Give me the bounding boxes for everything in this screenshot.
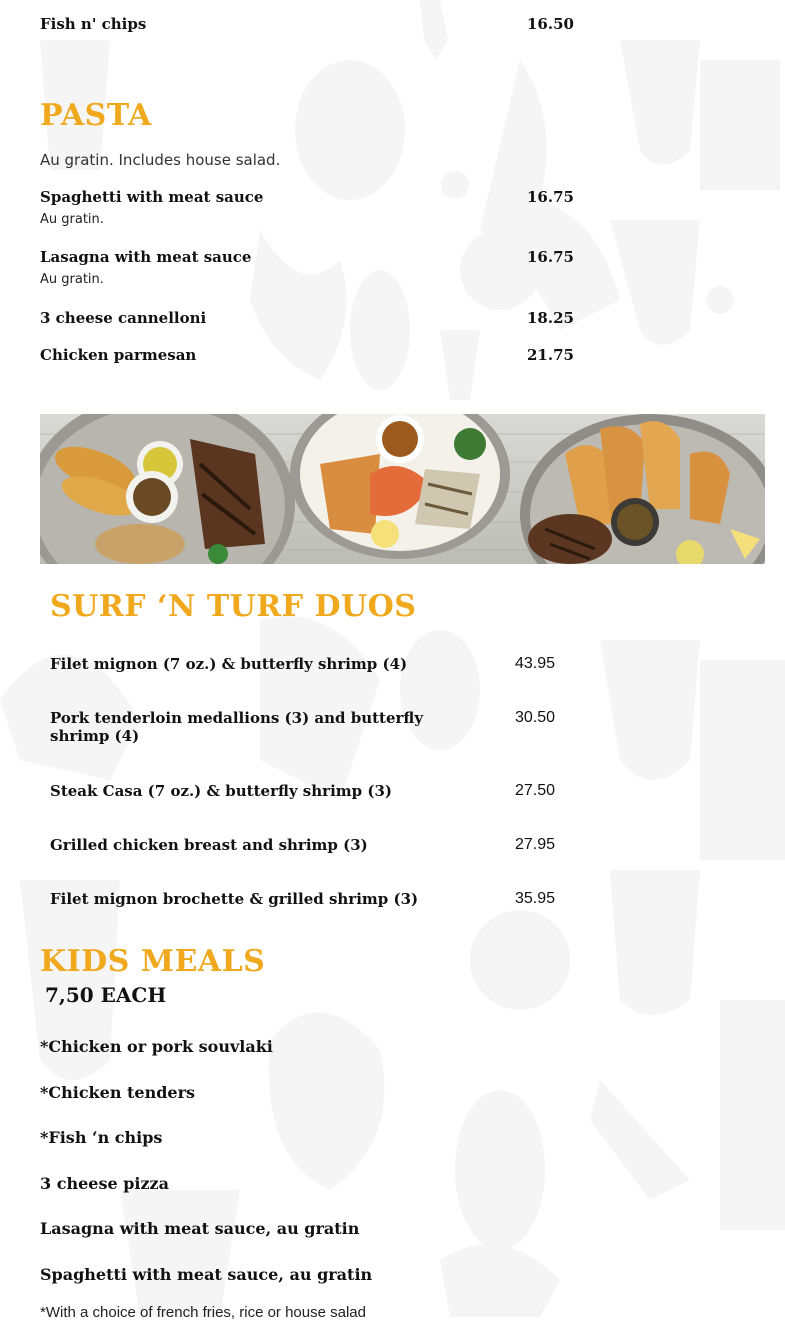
kids-meal-item: *Chicken or pork souvlaki [40,1037,273,1056]
kids-meals-footnote: *With a choice of french fries, rice or house salad [40,1304,366,1321]
kids-meal-item: 3 cheese pizza [40,1174,169,1193]
pasta-item-note: Au gratin. [40,272,104,287]
surf-turf-item-name: Grilled chicken breast and shrimp (3) [50,836,368,854]
surf-turf-item-price: 27.95 [515,836,556,853]
surf-turf-item-price: 27.50 [515,782,556,799]
top-item-price: 16.50 [527,15,574,33]
pasta-item-note: Au gratin. [40,212,104,227]
surf-turf-item-name: Steak Casa (7 oz.) & butterfly shrimp (3) [50,782,392,800]
pasta-heading: PASTA [40,98,152,133]
pasta-item-price: 16.75 [527,248,574,266]
pasta-item-name: Chicken parmesan [40,346,197,364]
pasta-item-price: 16.75 [527,188,574,206]
surf-turf-item-price: 35.95 [515,890,556,907]
top-item-name: Fish n' chips [40,15,147,33]
surf-turf-heading: SURF ‘N TURF DUOS [50,589,417,624]
surf-turf-item-name: Pork tenderloin medallions (3) and butterfly shrimp (4) [50,709,424,745]
kids-meal-item: *Fish ‘n chips [40,1128,163,1147]
kids-meal-item: *Chicken tenders [40,1083,196,1102]
pasta-description: Au gratin. Includes house salad. [40,151,281,169]
pasta-item-price: 21.75 [527,346,574,364]
kids-meals-heading: KIDS MEALS [40,944,266,979]
kids-meals-price: 7,50 EACH [45,983,167,1007]
food-photo-banner [40,414,765,564]
kids-meal-item: Spaghetti with meat sauce, au gratin [40,1265,373,1284]
surf-turf-item-name: Filet mignon (7 oz.) & butterfly shrimp (4) [50,655,408,673]
kids-meal-item: Lasagna with meat sauce, au gratin [40,1219,360,1238]
surf-turf-item-price: 43.95 [515,655,556,672]
pasta-item-name: Lasagna with meat sauce [40,248,252,266]
surf-turf-item-price: 30.50 [515,709,556,726]
pasta-item-name: 3 cheese cannelloni [40,309,207,327]
pasta-item-name: Spaghetti with meat sauce [40,188,264,206]
surf-turf-item-name: Filet mignon brochette & grilled shrimp (3) [50,890,419,908]
pasta-item-price: 18.25 [527,309,574,327]
